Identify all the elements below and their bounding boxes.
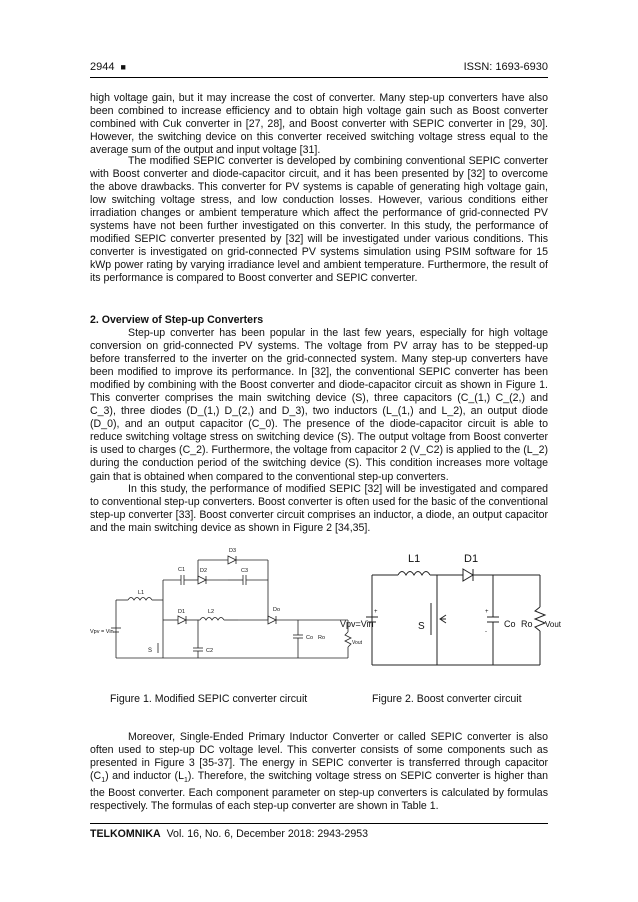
figure1-caption: Figure 1. Modified SEPIC converter circuit (110, 693, 308, 705)
paragraph-boost: In this study, the performance of modified SEPIC [32] will be investigated and compared to conventional step-up converters. Boost converter is often used for the basic of the conventional step-up converter [33]. Boost converter circuit comprises an inductor, a diode, an output capacitor and the main switching device as shown in Figure 2 [34,35]. (90, 483, 548, 535)
sepic-text-2: ) and inductor (L (105, 770, 184, 783)
fig2-vin-label: Vpv=Vin (340, 619, 374, 629)
footer (90, 828, 368, 840)
figure2-caption: Figure 2. Boost converter circuit (372, 693, 522, 705)
section-title: 2. Overview of Step-up Converters (90, 314, 264, 326)
paragraph-intro: high voltage gain, but it may increase the cost of converter. Many step-up converters have also been combined to increase efficiency and to obtain high voltage gain such as Boost converter combined with Cuk converter in [27, 28], and Boost converter with SEPIC converter in [29, 30]. However, the switching device on this converter received switching voltage stress equal to the average sum of the output and input voltage [31]. (90, 92, 548, 157)
fig2-l1-label: L1 (408, 553, 421, 565)
fig2-s-label: S (418, 621, 425, 632)
fig1-vout-label: Vout (352, 640, 363, 646)
fig1-d0-label: Do (273, 607, 281, 613)
footer-rule (90, 823, 548, 824)
fig1-c1-label: C1 (178, 567, 186, 573)
sepic-sub-1: 1 (101, 777, 106, 785)
fig1-s-label: S (148, 648, 153, 654)
fig1-c0-label: Co (306, 635, 314, 641)
fig2-plus-label: + (374, 609, 378, 615)
sepic-text-3: ). Therefore, the switching voltage stress on SEPIC converter is higher than the Boost converter. Each component parameter on step-up converters is calculated by formulas respectively. The formulas of each step-up converter are shown in Table 1. (90, 770, 548, 813)
fig1-c3-label: C3 (241, 568, 249, 574)
fig2-c0-label: Co (504, 619, 516, 629)
page-number-text: 2944 (90, 61, 115, 73)
fig2-c0-plus: + (485, 609, 489, 615)
fig2-vout-label: Vout (545, 620, 562, 629)
figure2-circuit (340, 545, 562, 680)
figure1-circuit (88, 540, 363, 690)
fig2-d1-label: D1 (464, 553, 479, 565)
page-number (90, 61, 126, 73)
footer-details: Vol. 16, No. 6, December 2018: 2943-2953 (166, 828, 368, 840)
header-rule (90, 77, 548, 78)
sepic-text-1: Moreover, Single-Ended Primary Inductor Converter or called SEPIC converter is also often used to step-up DC voltage level. This converter consists of some components such as presented in Figure 3 [35-37]. The energy in SEPIC converter is transferred through capacitor (C (90, 731, 548, 783)
fig1-c2-label: C2 (206, 648, 214, 654)
fig1-vin-label: Vpv = Vin (90, 629, 114, 635)
square-icon: ■ (120, 62, 126, 72)
fig2-ro-label: Ro (521, 619, 533, 629)
fig2-c0-minus: - (485, 629, 487, 635)
footer-journal: TELKOMNIKA (90, 828, 161, 840)
paragraph-sepic (90, 731, 548, 813)
paragraph-modified-sepic: The modified SEPIC converter is developed by combining conventional SEPIC converter with Boost converter and diode-capacitor circuit, and it has been presented by [32] to overcome the above drawbacks. This converter for PV systems is capable of generating high voltage gain, low switching voltage stress, and low conduction losses. However, various conditions either irradiation changes or ambient temperature which affect the performance of grid-connected PV systems have not been further investigated on this converter. In this study, the performance of modified SEPIC converter presented by [32] will be investigated under various conditions. This converter is investigated on grid-connected PV systems simulation using PSIM software for 15 kWp power rating by varying irradiance level and ambient temperature. Furthermore, the result of its performance is compared to Boost converter and SEPIC converter. (90, 155, 548, 285)
issn: ISSN: 1693-6930 (463, 61, 548, 73)
fig1-d2-label: D2 (200, 568, 208, 574)
fig1-d3-label: D3 (229, 548, 237, 554)
fig1-l1-label: L1 (138, 590, 145, 596)
fig1-l2-label: L2 (208, 609, 215, 615)
fig1-d1-label: D1 (178, 609, 186, 615)
sepic-sub-2: 1 (183, 777, 188, 785)
fig1-ro-label: Ro (318, 635, 326, 641)
paragraph-overview: Step-up converter has been popular in the last few years, especially for high voltage conversion on grid-connected PV systems. The voltage from PV array has to be stepped-up before transferred to the inverter on the grid-connected system. Many step-up converters have been modified to improve its performance. In [32], the conventional SEPIC converter has been modified by combining with the Boost converter and diode-capacitor circuit as shown in Figure 1. This converter comprises the main switching device (S), three capacitors (C_(1,) C_(2,) and C_3), three diodes (D_(1,) D_(2,) and D_3), two inductors (L_(1,) and L_2), an output diode (D_0), and an output capacitor (C_0). The presence of the diode-capacitor circuit is able to reduce switching voltage stress on switching device (S). The output voltage from Boost converter is used to charges (C_2). Furthermore, the voltage from capacitor 2 (V_C2) is applied to the (L_2) during the conduction period of the switching device (S). This condition increases more voltage gain that is obtained when compared to the conventional step-up converters. (90, 327, 548, 483)
